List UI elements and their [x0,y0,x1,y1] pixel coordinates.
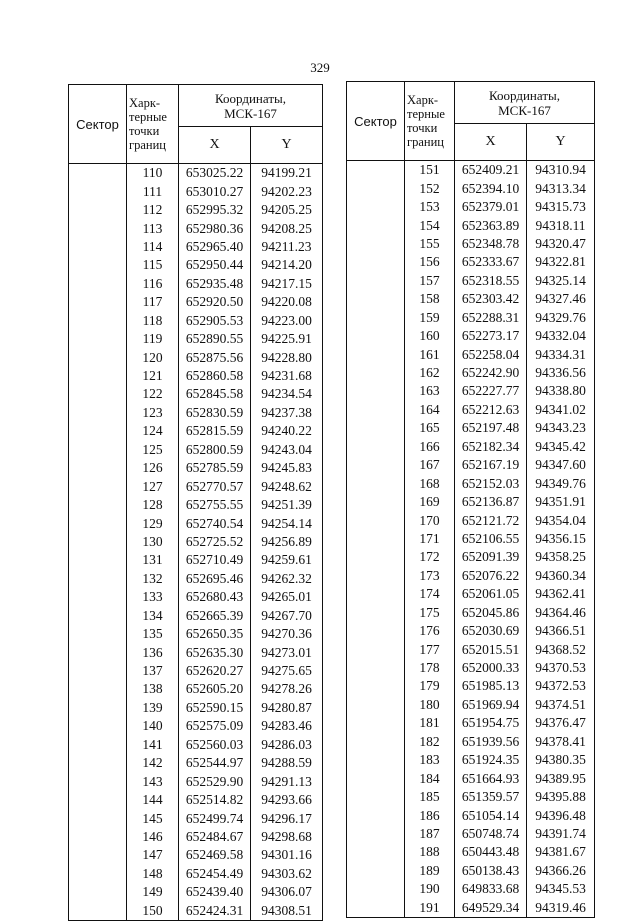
point-number-cell: 110 [127,164,179,183]
point-number-cell: 159 [405,309,455,327]
y-coordinate-cell: 94381.67 [527,843,595,861]
x-coordinate-cell: 652424.31 [179,902,251,921]
y-coordinate-cell: 94341.02 [527,401,595,419]
x-coordinate-cell: 652167.19 [455,456,527,474]
point-number-cell: 179 [405,677,455,695]
sector-header: Сектор [69,85,127,164]
x-coordinate-cell: 652030.69 [455,622,527,640]
y-coordinate-cell: 94318.11 [527,216,595,234]
x-coordinate-cell: 652212.63 [455,401,527,419]
x-coordinate-cell: 652770.57 [179,477,251,495]
y-coordinate-cell: 94308.51 [251,902,323,921]
point-number-cell: 120 [127,348,179,366]
x-coordinate-cell: 652348.78 [455,235,527,253]
y-coordinate-cell: 94225.91 [251,330,323,348]
x-coordinate-cell: 652785.59 [179,459,251,477]
y-coordinate-cell: 94301.16 [251,846,323,864]
y-coordinate-cell: 94362.41 [527,585,595,603]
x-coordinate-cell: 651985.13 [455,677,527,695]
x-coordinate-cell: 652995.32 [179,201,251,219]
y-coordinate-cell: 94334.31 [527,345,595,363]
y-coordinate-cell: 94356.15 [527,530,595,548]
x-coordinate-cell: 652182.34 [455,438,527,456]
x-coordinate-cell: 652363.89 [455,216,527,234]
y-coordinate-cell: 94220.08 [251,293,323,311]
x-coordinate-cell: 652725.52 [179,533,251,551]
point-number-cell: 151 [405,161,455,180]
y-coordinate-cell: 94345.42 [527,438,595,456]
y-coordinate-cell: 94315.73 [527,198,595,216]
point-number-cell: 117 [127,293,179,311]
y-coordinate-cell: 94391.74 [527,825,595,843]
y-header: Y [527,124,595,161]
point-number-cell: 124 [127,422,179,440]
x-coordinate-cell: 652875.56 [179,348,251,366]
x-coordinate-cell: 652665.39 [179,607,251,625]
point-number-cell: 167 [405,456,455,474]
coordinates-header-line: Координаты, [489,87,560,103]
point-number-cell: 165 [405,419,455,437]
x-coordinate-cell: 652935.48 [179,275,251,293]
point-number-cell: 162 [405,364,455,382]
x-coordinate-cell: 649529.34 [455,899,527,918]
point-number-cell: 185 [405,788,455,806]
x-coordinate-cell: 650443.48 [455,843,527,861]
y-coordinate-cell: 94396.48 [527,806,595,824]
x-coordinate-cell: 652695.46 [179,570,251,588]
y-coordinate-cell: 94338.80 [527,382,595,400]
point-number-cell: 114 [127,238,179,256]
point-number-cell: 129 [127,514,179,532]
point-number-cell: 115 [127,256,179,274]
table-row [69,164,323,183]
point-number-cell: 169 [405,493,455,511]
y-coordinate-cell: 94286.03 [251,736,323,754]
y-coordinate-cell: 94267.70 [251,607,323,625]
point-number-cell: 171 [405,530,455,548]
coordinates-header [455,82,595,124]
y-coordinate-cell: 94205.25 [251,201,323,219]
coordinates-table-left [68,84,323,921]
y-coordinate-cell: 94231.68 [251,367,323,385]
y-coordinate-cell: 94288.59 [251,754,323,772]
x-coordinate-cell: 652242.90 [455,364,527,382]
point-number-cell: 172 [405,548,455,566]
x-coordinate-cell: 652061.05 [455,585,527,603]
x-coordinate-cell: 652288.31 [455,309,527,327]
y-coordinate-cell: 94240.22 [251,422,323,440]
point-number-cell: 190 [405,880,455,898]
x-coordinate-cell: 651969.94 [455,696,527,714]
x-coordinate-cell: 652273.17 [455,327,527,345]
y-coordinate-cell: 94228.80 [251,348,323,366]
left-table-body [69,164,323,921]
x-coordinate-cell: 652860.58 [179,367,251,385]
x-coordinate-cell: 652800.59 [179,441,251,459]
y-header: Y [251,127,323,164]
y-coordinate-cell: 94265.01 [251,588,323,606]
y-coordinate-cell: 94378.41 [527,733,595,751]
point-number-cell: 122 [127,385,179,403]
x-coordinate-cell: 652890.55 [179,330,251,348]
x-coordinate-cell: 652680.43 [179,588,251,606]
y-coordinate-cell: 94217.15 [251,275,323,293]
y-coordinate-cell: 94343.23 [527,419,595,437]
point-number-cell: 163 [405,382,455,400]
x-coordinate-cell: 652920.50 [179,293,251,311]
y-coordinate-cell: 94234.54 [251,385,323,403]
y-coordinate-cell: 94237.38 [251,404,323,422]
x-coordinate-cell: 651939.56 [455,733,527,751]
point-number-cell: 128 [127,496,179,514]
point-number-cell: 111 [127,182,179,200]
x-coordinate-cell: 649833.68 [455,880,527,898]
right-table-body [347,161,595,918]
point-number-cell: 152 [405,179,455,197]
y-coordinate-cell: 94223.00 [251,312,323,330]
coordinates-table-right [346,81,595,918]
point-number-cell: 157 [405,272,455,290]
y-coordinate-cell: 94354.04 [527,511,595,529]
point-number-cell: 127 [127,477,179,495]
x-coordinate-cell: 652845.58 [179,385,251,403]
x-coordinate-cell: 652710.49 [179,551,251,569]
x-coordinate-cell: 652000.33 [455,659,527,677]
y-coordinate-cell: 94368.52 [527,640,595,658]
y-coordinate-cell: 94376.47 [527,714,595,732]
point-number-cell: 161 [405,345,455,363]
point-number-cell: 148 [127,865,179,883]
x-coordinate-cell: 652106.55 [455,530,527,548]
x-coordinate-cell: 652575.09 [179,717,251,735]
point-number-cell: 140 [127,717,179,735]
characteristic-header-line: Харк- [407,93,439,107]
point-number-cell: 191 [405,899,455,918]
page-number: 329 [310,60,330,75]
characteristic-header-line: терные [407,107,445,121]
point-number-cell: 186 [405,806,455,824]
x-header: X [455,124,527,161]
point-number-cell: 183 [405,751,455,769]
point-number-cell: 153 [405,198,455,216]
point-number-cell: 145 [127,809,179,827]
point-number-cell: 173 [405,567,455,585]
y-coordinate-cell: 94325.14 [527,272,595,290]
point-number-cell: 174 [405,585,455,603]
x-coordinate-cell: 651664.93 [455,769,527,787]
x-coordinate-cell: 652635.30 [179,643,251,661]
sector-cell [69,164,127,921]
coordinates-header [179,85,323,127]
x-coordinate-cell: 651924.35 [455,751,527,769]
y-coordinate-cell: 94306.07 [251,883,323,901]
characteristic-header-line: границ [129,138,166,152]
coordinates-header-line: МСК-167 [224,105,277,121]
y-coordinate-cell: 94372.53 [527,677,595,695]
x-coordinate-cell: 652076.22 [455,567,527,585]
y-coordinate-cell: 94345.53 [527,880,595,898]
y-coordinate-cell: 94273.01 [251,643,323,661]
x-coordinate-cell: 652650.35 [179,625,251,643]
y-coordinate-cell: 94293.66 [251,791,323,809]
x-coordinate-cell: 652379.01 [455,198,527,216]
characteristic-header-line: границ [407,135,444,149]
x-coordinate-cell: 652469.58 [179,846,251,864]
point-number-cell: 136 [127,643,179,661]
y-coordinate-cell: 94366.26 [527,862,595,880]
x-coordinate-cell: 652045.86 [455,604,527,622]
x-coordinate-cell: 651954.75 [455,714,527,732]
y-coordinate-cell: 94370.53 [527,659,595,677]
y-coordinate-cell: 94202.23 [251,182,323,200]
y-coordinate-cell: 94243.04 [251,441,323,459]
x-coordinate-cell: 652830.59 [179,404,251,422]
characteristic-points-header [127,85,179,164]
characteristic-header-line: Харк- [129,96,161,110]
sector-header: Сектор [347,82,405,161]
x-coordinate-cell: 652755.55 [179,496,251,514]
y-coordinate-cell: 94245.83 [251,459,323,477]
y-coordinate-cell: 94329.76 [527,309,595,327]
point-number-cell: 121 [127,367,179,385]
point-number-cell: 133 [127,588,179,606]
y-coordinate-cell: 94320.47 [527,235,595,253]
point-number-cell: 168 [405,474,455,492]
y-coordinate-cell: 94298.68 [251,828,323,846]
y-coordinate-cell: 94351.91 [527,493,595,511]
point-number-cell: 130 [127,533,179,551]
point-number-cell: 138 [127,680,179,698]
x-coordinate-cell: 651359.57 [455,788,527,806]
y-coordinate-cell: 94358.25 [527,548,595,566]
y-coordinate-cell: 94278.26 [251,680,323,698]
x-coordinate-cell: 652905.53 [179,312,251,330]
y-coordinate-cell: 94364.46 [527,604,595,622]
point-number-cell: 176 [405,622,455,640]
point-number-cell: 170 [405,511,455,529]
x-coordinate-cell: 652333.67 [455,253,527,271]
point-number-cell: 144 [127,791,179,809]
y-coordinate-cell: 94199.21 [251,164,323,183]
x-coordinate-cell: 653025.22 [179,164,251,183]
point-number-cell: 155 [405,235,455,253]
point-number-cell: 141 [127,736,179,754]
x-coordinate-cell: 652815.59 [179,422,251,440]
y-coordinate-cell: 94374.51 [527,696,595,714]
point-number-cell: 142 [127,754,179,772]
x-coordinate-cell: 652015.51 [455,640,527,658]
y-coordinate-cell: 94275.65 [251,662,323,680]
x-coordinate-cell: 650748.74 [455,825,527,843]
y-coordinate-cell: 94380.35 [527,751,595,769]
point-number-cell: 116 [127,275,179,293]
y-coordinate-cell: 94291.13 [251,772,323,790]
y-coordinate-cell: 94248.62 [251,477,323,495]
x-coordinate-cell: 652454.49 [179,865,251,883]
point-number-cell: 137 [127,662,179,680]
characteristic-header-line: точки [407,121,438,135]
y-coordinate-cell: 94313.34 [527,179,595,197]
y-coordinate-cell: 94349.76 [527,474,595,492]
point-number-cell: 112 [127,201,179,219]
point-number-cell: 156 [405,253,455,271]
y-coordinate-cell: 94296.17 [251,809,323,827]
point-number-cell: 123 [127,404,179,422]
point-number-cell: 182 [405,733,455,751]
x-coordinate-cell: 652303.42 [455,290,527,308]
point-number-cell: 164 [405,401,455,419]
point-number-cell: 135 [127,625,179,643]
point-number-cell: 150 [127,902,179,921]
point-number-cell: 132 [127,570,179,588]
x-coordinate-cell: 652529.90 [179,772,251,790]
x-coordinate-cell: 652121.72 [455,511,527,529]
point-number-cell: 188 [405,843,455,861]
point-number-cell: 189 [405,862,455,880]
x-header: X [179,127,251,164]
point-number-cell: 175 [405,604,455,622]
y-coordinate-cell: 94208.25 [251,219,323,237]
characteristic-header-line: точки [129,124,160,138]
x-coordinate-cell: 652439.40 [179,883,251,901]
point-number-cell: 181 [405,714,455,732]
y-coordinate-cell: 94336.56 [527,364,595,382]
y-coordinate-cell: 94270.36 [251,625,323,643]
characteristic-points-header [405,82,455,161]
y-coordinate-cell: 94310.94 [527,161,595,180]
x-coordinate-cell: 650138.43 [455,862,527,880]
y-coordinate-cell: 94280.87 [251,699,323,717]
y-coordinate-cell: 94254.14 [251,514,323,532]
point-number-cell: 178 [405,659,455,677]
y-coordinate-cell: 94259.61 [251,551,323,569]
y-coordinate-cell: 94322.81 [527,253,595,271]
point-number-cell: 187 [405,825,455,843]
point-number-cell: 139 [127,699,179,717]
y-coordinate-cell: 94332.04 [527,327,595,345]
point-number-cell: 146 [127,828,179,846]
x-coordinate-cell: 652620.27 [179,662,251,680]
point-number-cell: 184 [405,769,455,787]
x-coordinate-cell: 652152.03 [455,474,527,492]
point-number-cell: 166 [405,438,455,456]
x-coordinate-cell: 652197.48 [455,419,527,437]
point-number-cell: 113 [127,219,179,237]
y-coordinate-cell: 94211.23 [251,238,323,256]
x-coordinate-cell: 652590.15 [179,699,251,717]
point-number-cell: 126 [127,459,179,477]
y-coordinate-cell: 94319.46 [527,899,595,918]
x-coordinate-cell: 652227.77 [455,382,527,400]
point-number-cell: 125 [127,441,179,459]
y-coordinate-cell: 94389.95 [527,769,595,787]
x-coordinate-cell: 652514.82 [179,791,251,809]
x-coordinate-cell: 652965.40 [179,238,251,256]
x-coordinate-cell: 652980.36 [179,219,251,237]
x-coordinate-cell: 652409.21 [455,161,527,180]
characteristic-header-line: терные [129,110,167,124]
y-coordinate-cell: 94395.88 [527,788,595,806]
x-coordinate-cell: 652394.10 [455,179,527,197]
sector-cell [347,161,405,918]
y-coordinate-cell: 94283.46 [251,717,323,735]
table-row [347,161,595,180]
x-coordinate-cell: 652499.74 [179,809,251,827]
x-coordinate-cell: 653010.27 [179,182,251,200]
point-number-cell: 131 [127,551,179,569]
y-coordinate-cell: 94256.89 [251,533,323,551]
point-number-cell: 147 [127,846,179,864]
y-coordinate-cell: 94251.39 [251,496,323,514]
y-coordinate-cell: 94303.62 [251,865,323,883]
point-number-cell: 154 [405,216,455,234]
y-coordinate-cell: 94262.32 [251,570,323,588]
x-coordinate-cell: 652318.55 [455,272,527,290]
point-number-cell: 134 [127,607,179,625]
x-coordinate-cell: 652605.20 [179,680,251,698]
y-coordinate-cell: 94366.51 [527,622,595,640]
y-coordinate-cell: 94347.60 [527,456,595,474]
x-coordinate-cell: 651054.14 [455,806,527,824]
point-number-cell: 119 [127,330,179,348]
x-coordinate-cell: 652560.03 [179,736,251,754]
point-number-cell: 177 [405,640,455,658]
point-number-cell: 149 [127,883,179,901]
coordinates-header-line: Координаты, [215,90,286,106]
point-number-cell: 180 [405,696,455,714]
point-number-cell: 160 [405,327,455,345]
coordinates-header-line: МСК-167 [498,102,551,118]
x-coordinate-cell: 652258.04 [455,345,527,363]
x-coordinate-cell: 652740.54 [179,514,251,532]
x-coordinate-cell: 652950.44 [179,256,251,274]
x-coordinate-cell: 652136.87 [455,493,527,511]
y-coordinate-cell: 94327.46 [527,290,595,308]
x-coordinate-cell: 652484.67 [179,828,251,846]
y-coordinate-cell: 94214.20 [251,256,323,274]
x-coordinate-cell: 652091.39 [455,548,527,566]
point-number-cell: 143 [127,772,179,790]
point-number-cell: 158 [405,290,455,308]
y-coordinate-cell: 94360.34 [527,567,595,585]
x-coordinate-cell: 652544.97 [179,754,251,772]
point-number-cell: 118 [127,312,179,330]
